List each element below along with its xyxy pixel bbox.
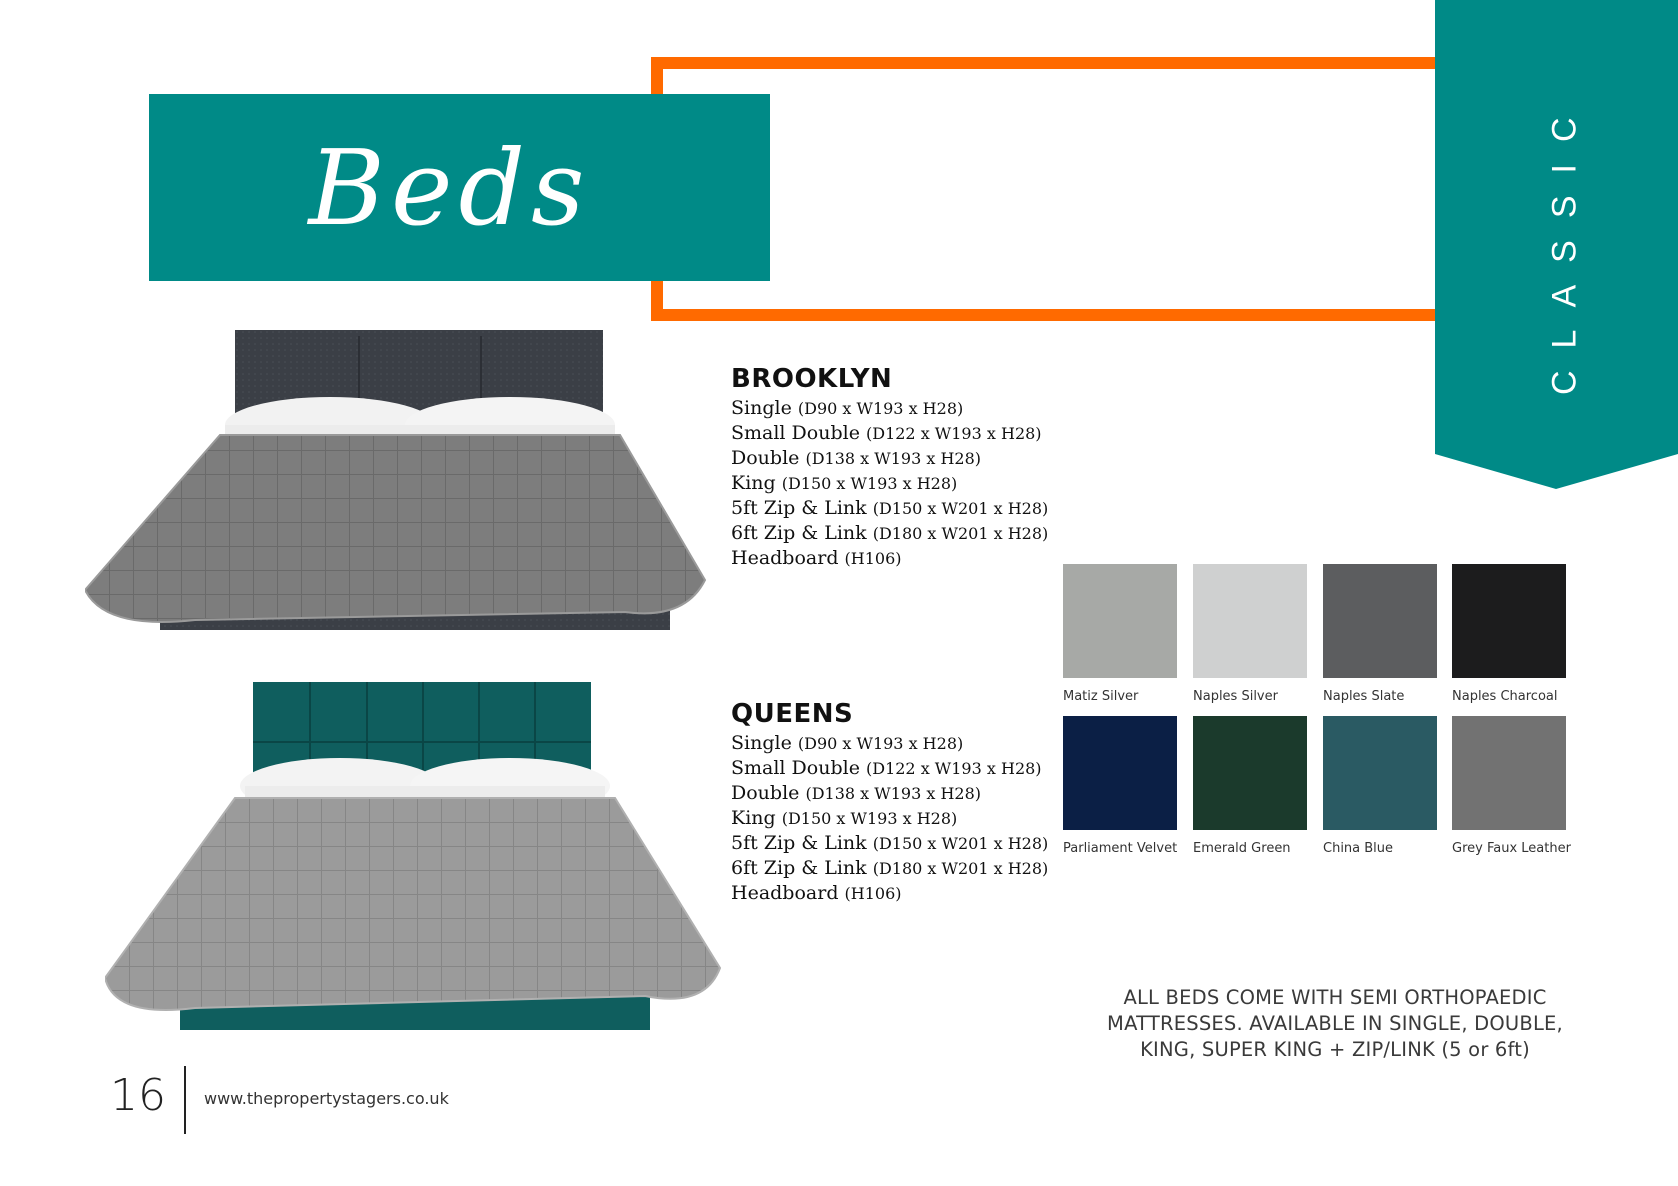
size-item: Small Double (D122 x W193 x H28) [731, 422, 1042, 444]
swatch-naples-slate[interactable] [1323, 564, 1437, 705]
product-name: QUEENS [731, 699, 854, 729]
size-item: Double (D138 x W193 x H28) [731, 782, 981, 804]
swatch-label: Naples Charcoal [1452, 689, 1558, 704]
size-list [731, 731, 1051, 906]
swatch-china-blue[interactable] [1323, 716, 1437, 857]
website-link[interactable]: www.thepropertystagers.co.uk [204, 1089, 449, 1108]
swatch-label: Grey Faux Leather [1452, 841, 1571, 856]
swatch-chip [1452, 716, 1566, 830]
swatch-chip [1063, 564, 1177, 678]
swatch-label: Naples Slate [1323, 689, 1405, 704]
brooklyn-bed-image [85, 330, 745, 650]
size-list [731, 396, 1051, 571]
size-item: Headboard (H106) [731, 547, 902, 569]
swatch-naples-silver[interactable] [1193, 564, 1307, 705]
swatch-chip [1323, 564, 1437, 678]
size-item: Double (D138 x W193 x H28) [731, 447, 981, 469]
queens-bed-image [105, 678, 725, 1040]
page-number: 16 [110, 1070, 166, 1121]
swatch-chip [1323, 716, 1437, 830]
swatch-grey-faux-leather[interactable] [1452, 716, 1571, 857]
size-item: King (D150 x W193 x H28) [731, 472, 958, 494]
title-banner [149, 94, 770, 281]
size-item: Single (D90 x W193 x H28) [731, 732, 964, 754]
size-item: 6ft Zip & Link (D180 x W201 x H28) [731, 522, 1049, 544]
swatch-chip [1452, 564, 1566, 678]
swatch-matiz-silver[interactable] [1063, 564, 1177, 705]
size-item: Headboard (H106) [731, 882, 902, 904]
size-item: 5ft Zip & Link (D150 x W201 x H28) [731, 832, 1049, 854]
product-name: BROOKLYN [731, 364, 893, 394]
swatch-label: Parliament Velvet [1063, 841, 1178, 856]
swatch-label: Naples Silver [1193, 689, 1278, 704]
page-title: Beds [308, 126, 591, 249]
swatch-label: China Blue [1323, 841, 1394, 856]
mattress-note: ALL BEDS COME WITH SEMI ORTHOPAEDIC MATTRESSES. AVAILABLE IN SINGLE, DOUBLE, KING, SUPER KING + ZIP/LINK (5 or 6ft) [1107, 986, 1563, 1061]
swatch-naples-charcoal[interactable] [1452, 564, 1566, 705]
orange-frame [651, 57, 1451, 321]
size-item: 6ft Zip & Link (D180 x W201 x H28) [731, 857, 1049, 879]
swatch-chip [1193, 564, 1307, 678]
swatch-chip [1193, 716, 1307, 830]
swatch-chip [1063, 716, 1177, 830]
size-item: 5ft Zip & Link (D150 x W201 x H28) [731, 497, 1049, 519]
size-item: Single (D90 x W193 x H28) [731, 397, 964, 419]
swatch-emerald-green[interactable] [1193, 716, 1307, 857]
product-queens [731, 699, 1051, 906]
section-label: CLASSIC [1545, 95, 1584, 395]
swatch-label: Matiz Silver [1063, 689, 1139, 704]
swatch-parliament-velvet[interactable] [1063, 716, 1177, 857]
swatch-label: Emerald Green [1193, 841, 1291, 856]
size-item: King (D150 x W193 x H28) [731, 807, 958, 829]
size-item: Small Double (D122 x W193 x H28) [731, 757, 1042, 779]
footer-divider [184, 1066, 186, 1134]
product-brooklyn [731, 364, 1051, 571]
